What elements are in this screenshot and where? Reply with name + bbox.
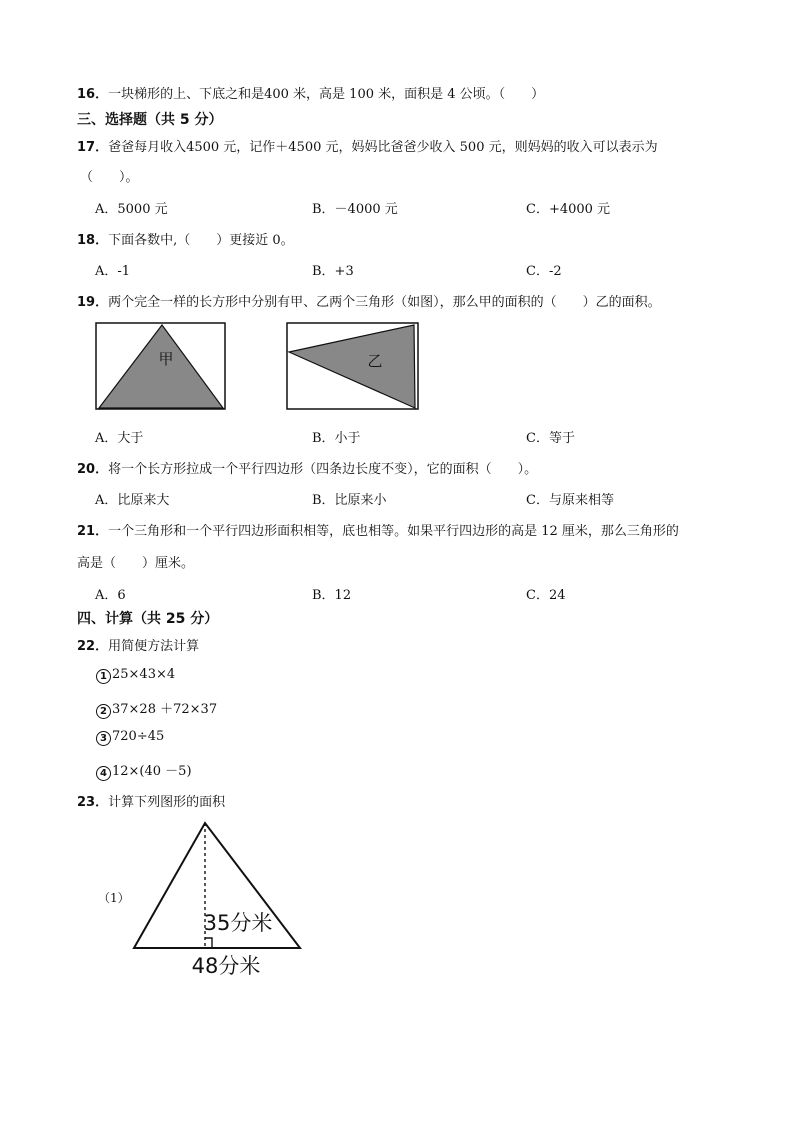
triangle-figure: [128, 818, 308, 983]
question-text-continued: （ ）。: [80, 170, 139, 185]
question-text: 一个三角形和一个平行四边形面积相等，底也相等。如果平行四边形的高是 12 厘米，那么三角形的: [108, 524, 679, 539]
circled-number: 3: [96, 731, 111, 746]
question-19: [77, 291, 661, 310]
calc-expression: 37×28 ＋72×37: [112, 702, 218, 717]
question-number: 17．: [77, 140, 109, 155]
triangle-label-jia: 甲: [158, 350, 174, 368]
section-title: 三、选择题（共 5 分）: [77, 112, 223, 128]
question-number: 21．: [77, 524, 109, 539]
base-label: 48分米: [191, 954, 261, 978]
calc-item-1: [96, 667, 175, 684]
option-c[interactable]: C．24: [526, 588, 566, 603]
option-b[interactable]: B．比原来小: [312, 493, 387, 508]
question-22: [77, 635, 199, 654]
question-text: 计算下列图形的面积: [108, 795, 226, 810]
question-number: 18．: [77, 233, 109, 248]
height-label: 35分米: [203, 911, 273, 935]
option-a[interactable]: A．-1: [95, 264, 131, 279]
question-text: 两个完全一样的长方形中分别有甲、乙两个三角形（如图），那么甲的面积的（ ）乙的面积。: [108, 295, 661, 310]
triangle-label-yi: 乙: [367, 352, 383, 370]
calc-item-3: [96, 729, 164, 746]
figure-rectangle-yi: [286, 322, 420, 411]
calc-expression: 25×43×4: [112, 667, 176, 682]
question-17: [77, 136, 658, 155]
question-20: [77, 458, 537, 477]
question-21: [77, 520, 679, 539]
calc-expression: 12×(40 －5): [112, 764, 192, 779]
question-text: 将一个长方形拉成一个平行四边形（四条边长度不变），它的面积（ ）。: [108, 462, 538, 477]
option-b[interactable]: B．+3: [312, 264, 354, 279]
question-number: 16．: [77, 87, 109, 102]
question-18: [77, 229, 294, 248]
circled-number: 4: [96, 766, 111, 781]
question-16: [77, 83, 544, 102]
right-angle-mark: [205, 938, 212, 948]
part-label: （1）: [98, 891, 130, 905]
calc-item-4: [96, 760, 192, 781]
section-title: 四、计算（共 25 分）: [77, 611, 219, 627]
question-text: 爸爸每月收入4500 元，记作＋4500 元，妈妈比爸爸少收入 500 元，则妈妈的收入可以表示为: [108, 140, 658, 155]
option-c[interactable]: C．等于: [526, 431, 575, 446]
option-b[interactable]: B．小于: [312, 431, 361, 446]
question-23: [77, 791, 225, 810]
option-c[interactable]: C．与原来相等: [526, 493, 614, 508]
question-text: 一块梯形的上、下底之和是400 米，高是 100 米，面积是 4 公顷。（ ）: [108, 87, 545, 102]
option-a[interactable]: A．6: [95, 588, 126, 603]
option-c[interactable]: C．-2: [526, 264, 562, 279]
option-a[interactable]: A．5000 元: [95, 202, 168, 217]
circled-number: 1: [96, 669, 111, 684]
question-number: 19．: [77, 295, 109, 310]
question-text: 用简便方法计算: [108, 639, 200, 654]
option-b[interactable]: B．12: [312, 588, 352, 603]
calc-item-2: [96, 698, 217, 719]
question-number: 23．: [77, 795, 109, 810]
calc-expression: 720÷45: [112, 729, 165, 744]
option-b[interactable]: B．－4000 元: [312, 202, 398, 217]
figure-rectangle-jia: [95, 322, 227, 411]
question-text: 下面各数中,（ ）更接近 0。: [108, 233, 294, 248]
question-text-continued: 高是（ ）厘米。: [77, 556, 195, 571]
circled-number: 2: [96, 704, 111, 719]
option-c[interactable]: C．+4000 元: [526, 202, 611, 217]
question-number: 22．: [77, 639, 109, 654]
question-number: 20．: [77, 462, 109, 477]
option-a[interactable]: A．比原来大: [95, 493, 170, 508]
option-a[interactable]: A．大于: [95, 431, 144, 446]
